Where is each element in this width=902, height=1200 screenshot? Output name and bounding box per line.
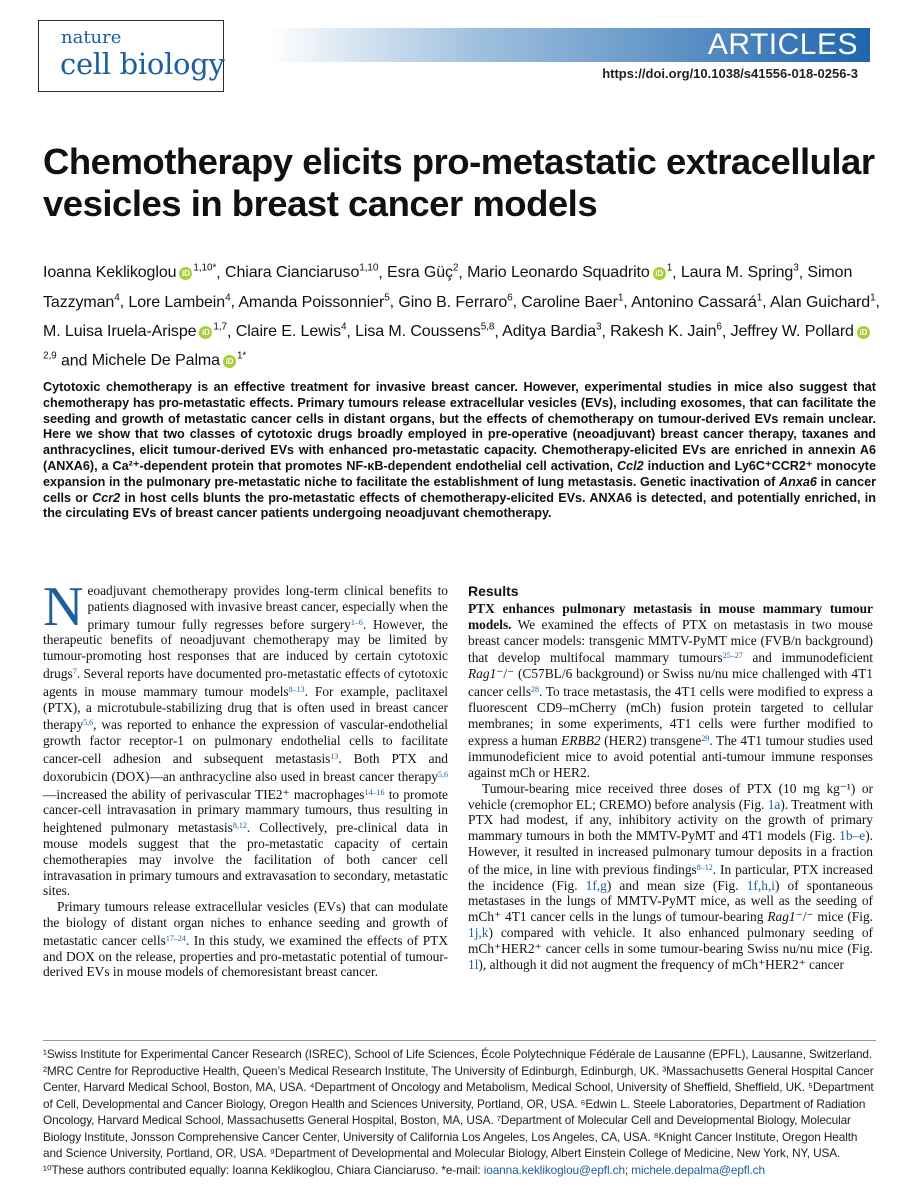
author-name: Caroline Baer bbox=[521, 293, 618, 311]
author bbox=[521, 294, 623, 311]
author-affiliation: 4 bbox=[225, 292, 231, 304]
author bbox=[467, 264, 672, 281]
author-name: Alan Guichard bbox=[769, 293, 871, 311]
citation-ref[interactable]: 5,6 bbox=[83, 718, 94, 728]
article-title: Chemotherapy elicits pro-metastatic extracellular vesicles in breast cancer models bbox=[43, 141, 875, 224]
abstract: Cytotoxic chemotherapy is an effective treatment for invasive breast cancer. However, experimental studies in mice also suggest that chemotherapy has pro-metastatic effects. Primary tumours release extracellular vesicles (EVs), including exosomes, that can facilitate the seeding and growth of metastatic cancer cells in distant organs, but the effects of chemotherapy on tumour-derived EVs remain unclear. Here we show that two classes of cytotoxic drugs broadly employed in pre-operative (neoadjuvant) breast cancer therapy, taxanes and anthracyclines, elicit tumour-derived EVs with enhanced pro-metastatic capacity. Chemotherapy-elicited EVs are enriched in annexin A6 (ANXA6), a Ca²⁺-dependent protein that promotes NF-κB-dependent endothelial cell activation, Ccl2 induction and Ly6C⁺CCR2⁺ monocyte expansion in the pulmonary pre-metastatic niche to facilitate the establishment of lung metastasis. Genetic inactivation of Anxa6 in cancer cells or Ccr2 in host cells blunts the pro-metastatic effects of chemotherapy-elicited EVs. ANXA6 is detected, and potentially enriched, in the circulating EVs of breast cancer patients undergoing neoadjuvant chemotherapy. bbox=[43, 380, 877, 521]
figure-link[interactable]: 1f,g bbox=[585, 877, 607, 893]
author bbox=[631, 294, 762, 311]
author-affiliation: 1* bbox=[236, 350, 247, 362]
author bbox=[128, 294, 230, 311]
affiliations-footnote: ¹Swiss Institute for Experimental Cancer Research (ISREC), School of Life Sciences, École Polytechnique Fédérale de Lausanne (EPFL), Lausanne, Switzerland. ²MRC Centre for Reproductive Health, Queen’s Medical Research Institute, The University of Edinburgh, Edinburgh, UK. ³Massachusetts General Hospital Cancer Center, Harvard Medical School, Boston, MA, USA. ⁴Department of Oncology and Metabolism, Medical School, University of Sheffield, Sheffield, UK. ⁵Department of Cell, Developmental and Cancer Biology, Oregon Health and Sciences University, Portland, OR, USA. ⁶Edwin L. Steele Laboratories, Department of Radiation Oncology, Harvard Medical School, Massachusetts General Hospital, Boston, MA, USA. ⁷Department of Molecular Cell and Developmental Biology, Molecular Biology Institute, Jonsson Comprehensive Cancer Center, University of California Los Angeles, Los Angeles, CA, USA. ⁸Knight Cancer Institute, Oregon Health and Science University, Portland, OR, USA. ⁹Department of Developmental and Molecular Biology, Albert Einstein College of Medicine, New York, NY, USA. ¹⁰These authors contributed equally: Ioanna Keklikoglou, Chiara Cianciaruso. *e-mail: ioanna.keklikoglou@epfl.ch; michele.depalma@epfl.ch bbox=[43, 1047, 874, 1177]
figure-link[interactable]: 1a bbox=[767, 796, 781, 812]
author-affiliation: 1 bbox=[617, 292, 624, 304]
citation-ref[interactable]: 8–13 bbox=[288, 684, 305, 694]
results-paragraph-2: Tumour-bearing mice received three doses of PTX (10 mg kg⁻¹) or vehicle (cremophor EL; CREMO) before analysis (Fig. 1a). Treatment with PTX had modest, if any, inhibitory activity on the growth of primary mammary tumours in both the MMTV-PyMT and 4T1 models (Fig. 1b–e). However, it resulted in increased pulmonary tumour deposits in a fraction of the mice, in line with previous findings$^{8-12}$. In particular, PTX increased the incidence (Fig. 1f,g) and mean size (Fig. 1f,h,i) of spontaneous metastases in the lungs of MMTV-PyMT mice, as well as the seeding of mCh⁺ 4T1 cancer cells in the lungs of tumour-bearing Rag1⁻/⁻ mice (Fig. 1j,k) compared with vehicle. It also enhanced pulmonary seeding of mCh⁺HER2⁺ cancer cells in some tumour-bearing Swiss nu/nu mice (Fig. 1l), although it did not augment the frequency of mCh⁺HER2⁺ cancer bbox=[468, 780, 874, 972]
author bbox=[770, 294, 876, 311]
orcid-icon[interactable]: iD bbox=[223, 355, 236, 368]
author-affiliation: 1 bbox=[756, 292, 763, 304]
author-affiliation: 2 bbox=[452, 263, 459, 274]
author-affiliation: 5,8 bbox=[480, 321, 495, 333]
citation-ref[interactable]: 17–24 bbox=[165, 933, 186, 943]
results-subheading: PTX enhances pulmonary metastasis in mouse mammary tumour models. bbox=[468, 601, 873, 632]
author bbox=[92, 352, 247, 369]
author bbox=[610, 323, 722, 340]
citation-ref[interactable]: 28 bbox=[531, 684, 540, 694]
author-affiliation: 1,10 bbox=[359, 263, 379, 274]
author bbox=[398, 294, 512, 311]
author-name: Claire E. Lewis bbox=[235, 322, 341, 340]
author bbox=[387, 264, 458, 281]
author-affiliation: 6 bbox=[507, 292, 513, 304]
figure-link[interactable]: 1b–e bbox=[839, 828, 866, 844]
dropcap: N bbox=[43, 576, 84, 638]
citation-ref[interactable]: 5,6 bbox=[438, 769, 448, 779]
figure-link[interactable]: 1f,h,i bbox=[746, 877, 775, 893]
results-heading: Results bbox=[468, 583, 519, 599]
intro-paragraph-2: Primary tumours release extracellular vesicles (EVs) that can modulate the biology of distant organ niches to enhance seeding and growth of metastatic cancer cells$^{17-24}$. In this study, we examined the effects of PTX and DOX on the release, properties and pro-metastatic potential of tumour-derived EVs in mouse models of chemoresistant breast cancer. bbox=[43, 899, 448, 980]
author-name: Aditya Bardia bbox=[502, 322, 596, 340]
author-name: Chiara Cianciaruso bbox=[224, 264, 360, 282]
citation-ref[interactable]: 25–27 bbox=[722, 651, 743, 661]
author bbox=[355, 323, 494, 340]
author-name: Antonino Cassará bbox=[631, 293, 757, 311]
journal-logo-line1: nature bbox=[61, 27, 122, 48]
author-affiliation: 1 bbox=[666, 263, 673, 274]
email-link[interactable]: ioanna.keklikoglou@epfl.ch bbox=[483, 1162, 625, 1177]
author bbox=[43, 323, 227, 340]
author-name: Rakesh K. Jain bbox=[610, 322, 717, 340]
footnote-divider bbox=[43, 1040, 876, 1041]
orcid-icon[interactable]: iD bbox=[199, 326, 212, 339]
author bbox=[43, 264, 216, 281]
author bbox=[502, 323, 601, 340]
author-affiliation: 1,7 bbox=[213, 321, 228, 333]
author-name: Jeffrey W. Pollard bbox=[730, 322, 854, 340]
author-name: Ioanna Keklikoglou bbox=[43, 264, 177, 282]
figure-link[interactable]: 1j,k bbox=[468, 924, 489, 940]
citation-ref[interactable]: 14–16 bbox=[364, 787, 385, 797]
author-name: Gino B. Ferraro bbox=[398, 293, 508, 311]
author-list: Ioanna Keklikoglou iD $^{1,10*}$, Chiara Cianciaruso$^{1,10}$, Esra Güç$^2$, Mario Leonardo Squadrito iD $^1$, Laura M. Spring$^3$, Simon Tazzyman$^4$, Lore Lambein$^4$, Amanda Poissonnier$^5$, Gino B. Ferraro$^6$, Caroline Baer$^1$, Antonino Cassará$^1$, Alan Guichard$^1$, M. Luisa Iruela-Arispe iD $^{1,7}$, Claire E. Lewis$^4$, Lisa M. Coussens$^{5,8}$, Aditya Bardia$^3$, Rakesh K. Jain$^6$, Jeffrey W. Pollard iD$^{2,9}$ and Michele De Palma iD $^{1*}$ bbox=[43, 263, 880, 370]
email-link[interactable]: michele.depalma@epfl.ch bbox=[631, 1162, 765, 1177]
author-affiliation: 1 bbox=[870, 292, 876, 304]
author-affiliation: 4 bbox=[114, 292, 120, 304]
author-affiliation: 4 bbox=[340, 321, 347, 333]
author-name: Lore Lambein bbox=[128, 293, 226, 311]
author-name: M. Luisa Iruela-Arispe bbox=[43, 322, 197, 340]
body-left-column bbox=[43, 576, 448, 980]
author-name: Laura M. Spring bbox=[680, 264, 794, 282]
author-name: Esra Güç bbox=[387, 264, 453, 282]
author-name: Amanda Poissonnier bbox=[238, 293, 385, 311]
body-right-column bbox=[468, 583, 873, 972]
orcid-icon[interactable]: iD bbox=[653, 267, 666, 280]
author-affiliation: 3 bbox=[793, 263, 799, 274]
citation-ref[interactable]: 1–6 bbox=[350, 617, 363, 627]
author bbox=[681, 264, 799, 281]
author bbox=[238, 294, 389, 311]
figure-link[interactable]: 1l bbox=[468, 956, 479, 972]
author-name: Simon Tazzyman bbox=[43, 264, 853, 311]
author-affiliation: 5 bbox=[384, 292, 390, 304]
journal-logo bbox=[38, 20, 224, 92]
author-affiliation: 6 bbox=[716, 321, 722, 333]
citation-ref[interactable]: 7 bbox=[72, 666, 77, 676]
author-name: Mario Leonardo Squadrito bbox=[467, 264, 650, 282]
doi-link[interactable]: https://doi.org/10.1038/s41556-018-0256-3 bbox=[602, 66, 858, 81]
author-affiliation: 3 bbox=[596, 321, 602, 333]
author bbox=[225, 264, 378, 281]
citation-ref[interactable]: 8–12 bbox=[696, 862, 713, 872]
author-name: Michele De Palma bbox=[91, 352, 220, 370]
results-paragraph-1: PTX enhances pulmonary metastasis in mouse mammary tumour models. We examined the effects of PTX on metastasis in two mouse breast cancer models: transgenic MMTV-PyMT mice (FVB/n background) that develop multifocal mammary tumours$^{25-27}$ and immunodeficient Rag1⁻/⁻ (C57BL/6 background) or Swiss nu/nu mice challenged with 4T1 cancer cells$^{28}$. To trace metastasis, the 4T1 cells were modified to express a fluorescent CD9–mCherry (mCh) fusion protein targeted to cellular membranes; in some experiments, 4T1 cells were further modified to express a human ERBB2 (HER2) transgene$^{29}$. The 4T1 tumour studies used immunodeficient mice to avoid potential anti-tumour immune responses against mCh or HER2. bbox=[468, 601, 874, 780]
citation-ref[interactable]: 29 bbox=[701, 734, 710, 744]
author-name: Lisa M. Coussens bbox=[355, 322, 481, 340]
orcid-icon[interactable]: iD bbox=[857, 326, 870, 339]
intro-paragraph-1: Neoadjuvant chemotherapy provides long-term clinical benefits to patients diagnosed with invasive breast cancer, especially when the primary tumour fully regresses before surgery$^{1-6}$. However, the therapeutic benefits of neoadjuvant chemotherapy may be limited by tumour-promoting host responses that are induced by certain cytotoxic drugs$^7$. Several reports have documented pro-metastatic effects of cytotoxic agents in mouse mammary tumour models$^{8-13}$. For example, paclitaxel (PTX), a microtubule-stabilizing drug that is often used in breast cancer therapy$^{5,6}$, was reported to enhance the expression of vascular-endothelial growth factor receptor-1 on pulmonary endothelial cells to facilitate cancer-cell adhesion and subsequent metastasis$^{13}$. Both PTX and doxorubicin (DOX)—an anthracycline also used in breast cancer therapy$^{5,6}$—increased the ability of perivascular TIE2⁺ macrophages$^{14-16}$ to promote cancer-cell intravasation in primary mammary tumours, thus resulting in heightened pulmonary metastasis$^{8,12}$. Collectively, pre-clinical data in mouse models suggest that the pro-metastatic capacity of certain chemotherapies may involve the facilitation of both cancer cell intravasation in primary tumours and extravasation to secondary, metastatic sites. bbox=[43, 576, 448, 899]
citation-ref[interactable]: 13 bbox=[330, 751, 339, 761]
journal-logo-line2: cell biology bbox=[60, 47, 225, 81]
citation-ref[interactable]: 8,12 bbox=[232, 821, 247, 831]
orcid-icon[interactable]: iD bbox=[179, 267, 192, 280]
section-label: ARTICLES bbox=[707, 28, 858, 61]
author-affiliation: 2,9 bbox=[43, 350, 57, 362]
author bbox=[236, 323, 347, 340]
author-affiliation: 1,10* bbox=[193, 263, 217, 274]
